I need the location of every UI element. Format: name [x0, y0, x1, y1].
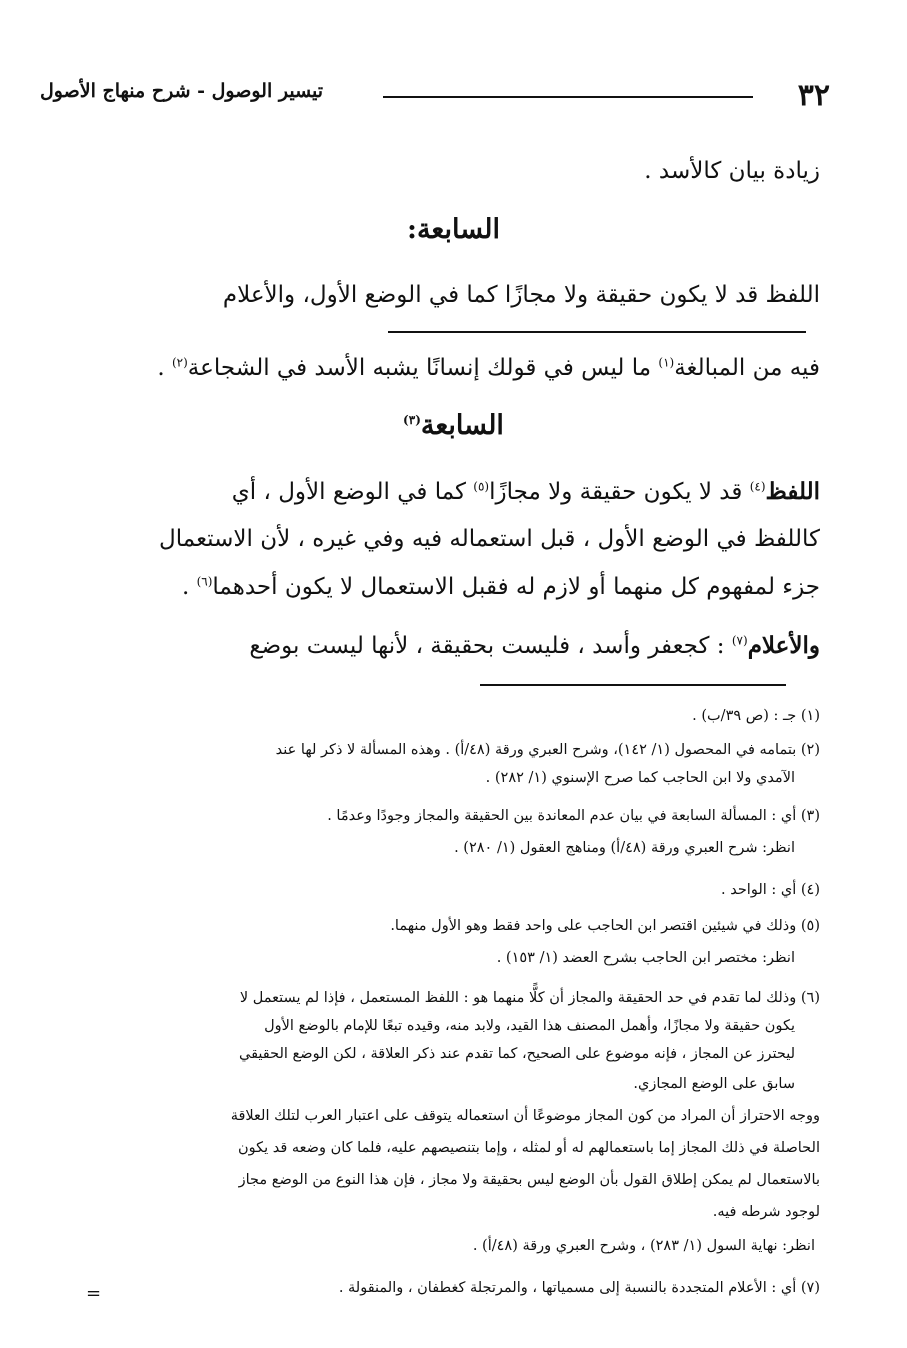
- text-line: كاللفظ في الوضع الأول ، قبل استعماله فيه وفي غيره ، لأن الاستعمال: [159, 526, 820, 552]
- footnote-5-cont: انظر: مختصر ابن الحاجب بشرح العضد (١/ ١٥٣) .: [496, 950, 795, 966]
- footnote-6-cont: الحاصلة في ذلك المجاز إما باستعمالهم له أو لمثله ، وإما بتنصيصهم عليه، فلما كان وضعه قد يكون: [237, 1140, 820, 1156]
- footnote-6-source: انظر: نهاية السول (١/ ٢٨٣) ، وشرح العبري ورقة (٤٨/أ) .: [472, 1238, 815, 1254]
- matn-underline: [388, 331, 806, 333]
- footnote-6-cont: ليحترز عن المجاز ، فإنه موضوع على الصحيح، كما تقدم عند ذكر العلاقة ، لكن الوضع الحقيقي: [239, 1046, 795, 1062]
- header-rule: [383, 96, 753, 98]
- text-line: زيادة بيان كالأسد .: [644, 158, 820, 184]
- section-heading: السابعة$^{(٣)}$: [403, 410, 504, 441]
- footnote-3: (٣) أي : المسألة السابعة في بيان عدم المعاندة بين الحقيقة والمجاز وجودًا وعدمًا .: [327, 808, 820, 824]
- footnote-6: (٦) وذلك لما تقدم في حد الحقيقة والمجاز أن كلًّا منهما هو : اللفظ المستعمل ، فإذا لم يستعمل لا: [239, 990, 820, 1006]
- text-line: اللفظ$^{(٤)}$ قد لا يكون حقيقة ولا مجازًا$^{(٥)}$ كما في الوضع الأول ، أي: [231, 478, 820, 505]
- section-heading: السابعة:: [406, 214, 501, 245]
- footnote-6-cont: سابق على الوضع المجازي.: [633, 1076, 795, 1092]
- footnote-2-cont: الآمدي ولا ابن الحاجب كما صرح الإسنوي (١/ ٢٨٢) .: [485, 770, 795, 786]
- text-line: فيه من المبالغة$^{(١)}$ ما ليس في قولك إنسانًا يشبه الأسد في الشجاعة$^{(٢)}$ .: [157, 355, 820, 381]
- text-line: والأعلام$^{(٧)}$ : كجعفر وأسد ، فليست بحقيقة ، لأنها ليست بوضع: [249, 632, 820, 659]
- continuation-mark: =: [86, 1283, 102, 1304]
- footnote-4: (٤) أي : الواحد .: [721, 882, 820, 898]
- footnote-6-cont: ووجه الاحتراز أن المراد من كون المجاز موضوعًا أن استعماله يتوقف على اعتبار العرب لتلك العلاقة: [230, 1108, 820, 1124]
- matn-line: اللفظ قد لا يكون حقيقة ولا مجازًا كما في الوضع الأول، والأعلام: [222, 282, 820, 308]
- footnote-6-cont: يكون حقيقة ولا مجازًا، وأهمل المصنف هذا القيد، ولابد منه، وقيده تبعًا للإمام بالوضع الأول: [264, 1018, 795, 1034]
- text-line: جزء لمفهوم كل منهما أو لازم له فقبل الاستعمال لا يكون أحدهما$^{(٦)}$ .: [181, 574, 820, 600]
- footnote-3-cont: انظر: شرح العبري ورقة (٤٨/أ) ومناهج العقول (١/ ٢٨٠) .: [454, 840, 795, 856]
- footnote-7: (٧) أي : الأعلام المتجددة بالنسبة إلى مسمياتها ، والمرتجلة كغطفان ، والمنقولة .: [338, 1280, 820, 1296]
- page-number: ٣٢: [797, 78, 830, 113]
- footnote-6-cont: لوجود شرطه فيه.: [712, 1204, 820, 1220]
- book-title: تيسير الوصول - شرح منهاج الأصول: [40, 80, 324, 102]
- footnote-5: (٥) وذلك في شيئين اقتصر ابن الحاجب على واحد فقط وهو الأول منهما.: [390, 918, 820, 934]
- footnote-6-cont: بالاستعمال لم يمكن إطلاق القول بأن الوضع ليس بحقيقة ولا مجاز ، فإن هذا النوع من الوضع مجاز: [238, 1172, 820, 1188]
- footnote-2: (٢) بتمامه في المحصول (١/ ١٤٢)، وشرح العبري ورقة (٤٨/أ) . وهذه المسألة لا ذكر لها عند: [275, 742, 820, 758]
- footnote-1: (١) جـ : (ص ٣٩/ب) .: [692, 708, 820, 724]
- footnote-separator: [480, 684, 786, 686]
